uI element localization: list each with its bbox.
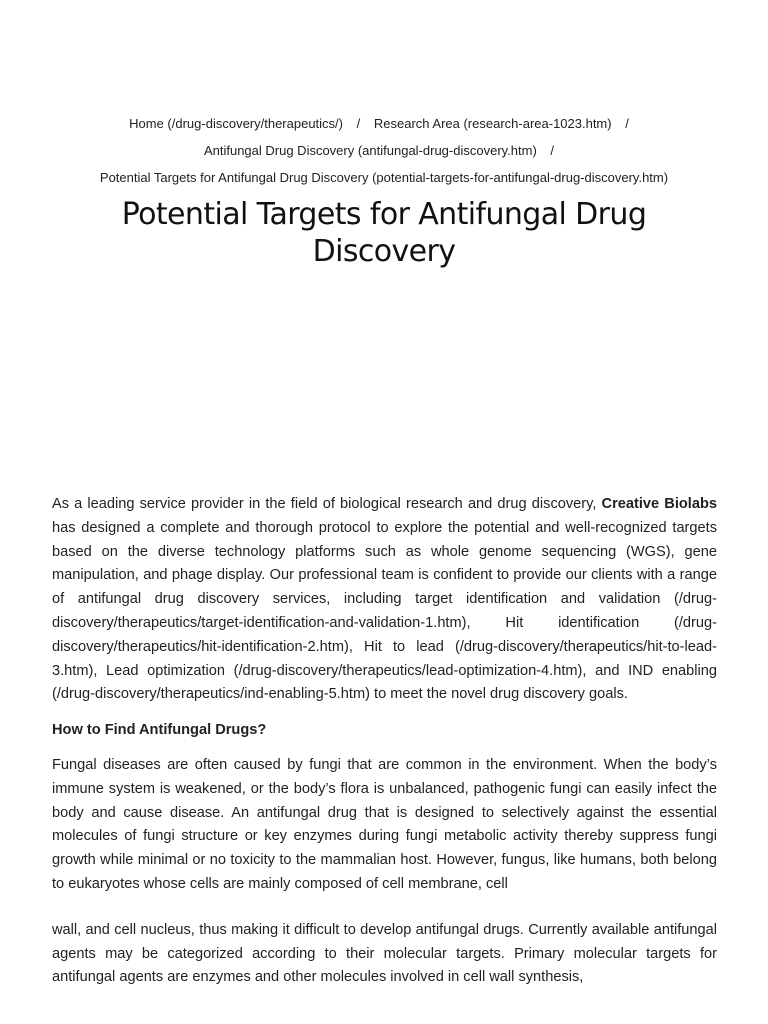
company-name: Creative Biolabs — [601, 496, 717, 512]
hit-identification-link[interactable]: Hit identification (/drug-discovery/therapeutics/hit-identification-2.htm) — [52, 614, 718, 655]
breadcrumb — [0, 110, 768, 191]
breadcrumb-separator: / — [550, 143, 555, 158]
intro-comma: , — [348, 638, 365, 655]
ind-enabling-link[interactable]: IND enabling (/drug-discovery/therapeutics/ind-enabling-5.htm) — [52, 662, 718, 703]
intro-and: , and — [582, 662, 629, 679]
intro-closing: to meet the novel drug discovery goals. — [369, 686, 628, 703]
breadcrumb-line-2 — [0, 137, 768, 164]
breadcrumb-separator: / — [356, 116, 361, 131]
breadcrumb-antifungal-link[interactable]: Antifungal Drug Discovery (antifungal-drug-discovery.htm) — [203, 143, 537, 158]
page-title: Potential Targets for Antifungal Drug Discovery — [121, 197, 647, 269]
article-body — [52, 493, 717, 1002]
intro-text-start: As a leading service provider in the field of biological research and drug discovery, — [52, 496, 602, 512]
breadcrumb-current-page-link[interactable]: Potential Targets for Antifungal Drug Discovery (potential-targets-for-antifungal-drug-discovery.htm) — [99, 170, 669, 185]
intro-text-middle: has designed a complete and thorough protocol to explore the potential and well-recognized targets based on the diverse technology platforms such as whole genome sequencing (WGS), gene manipulation, and phage display. Our professional team is confident to provide our clients with a range of antifungal drug discovery services, including — [52, 519, 717, 608]
breadcrumb-separator: / — [625, 116, 629, 131]
lead-optimization-link[interactable]: Lead optimization (/drug-discovery/therapeutics/lead-optimization-4.htm) — [106, 662, 583, 679]
breadcrumb-line-3 — [0, 164, 768, 191]
breadcrumb-research-area-link[interactable]: Research Area (research-area-1023.htm) — [373, 116, 612, 131]
target-identification-link[interactable]: target identification and validation (/drug-discovery/therapeutics/target-identification-and-validation-1.htm) — [52, 591, 717, 631]
intro-comma: , — [93, 662, 107, 679]
section-paragraph-2: wall, and cell nucleus, thus making it difficult to develop antifungal drugs. Currently available antifungal agents may be categorized according to their molecular targets. Primary molecular targets for antifungal agents are enzymes and other molecules involved in cell wall synthesis, — [52, 921, 717, 986]
intro-comma: , — [466, 614, 506, 631]
section-heading: How to Find Antifungal Drugs? — [52, 722, 267, 739]
section-paragraph-1: Fungal diseases are often caused by fungi that are common in the environment. When the body’s immune system is weakened, or the body’s flora is unbalanced, pathogenic fungi can easily infect the body and cause disease. An antifungal drug that is designed to selectively against the essential molecules of fungi structure or key enzymes during fungi metabolic activity thereby suppress fungi growth while minimal or no toxicity to the mammalian host. However, fungus, like humans, both belong to eukaryotes whose cells are mainly composed of cell membrane, cell — [52, 756, 717, 892]
intro-paragraph — [52, 493, 717, 707]
hit-to-lead-link[interactable]: Hit to lead (/drug-discovery/therapeutics/hit-to-lead-3.htm) — [52, 638, 717, 679]
breadcrumb-line-1 — [0, 110, 768, 137]
breadcrumb-home-link[interactable]: Home (/drug-discovery/therapeutics/) — [129, 116, 343, 131]
